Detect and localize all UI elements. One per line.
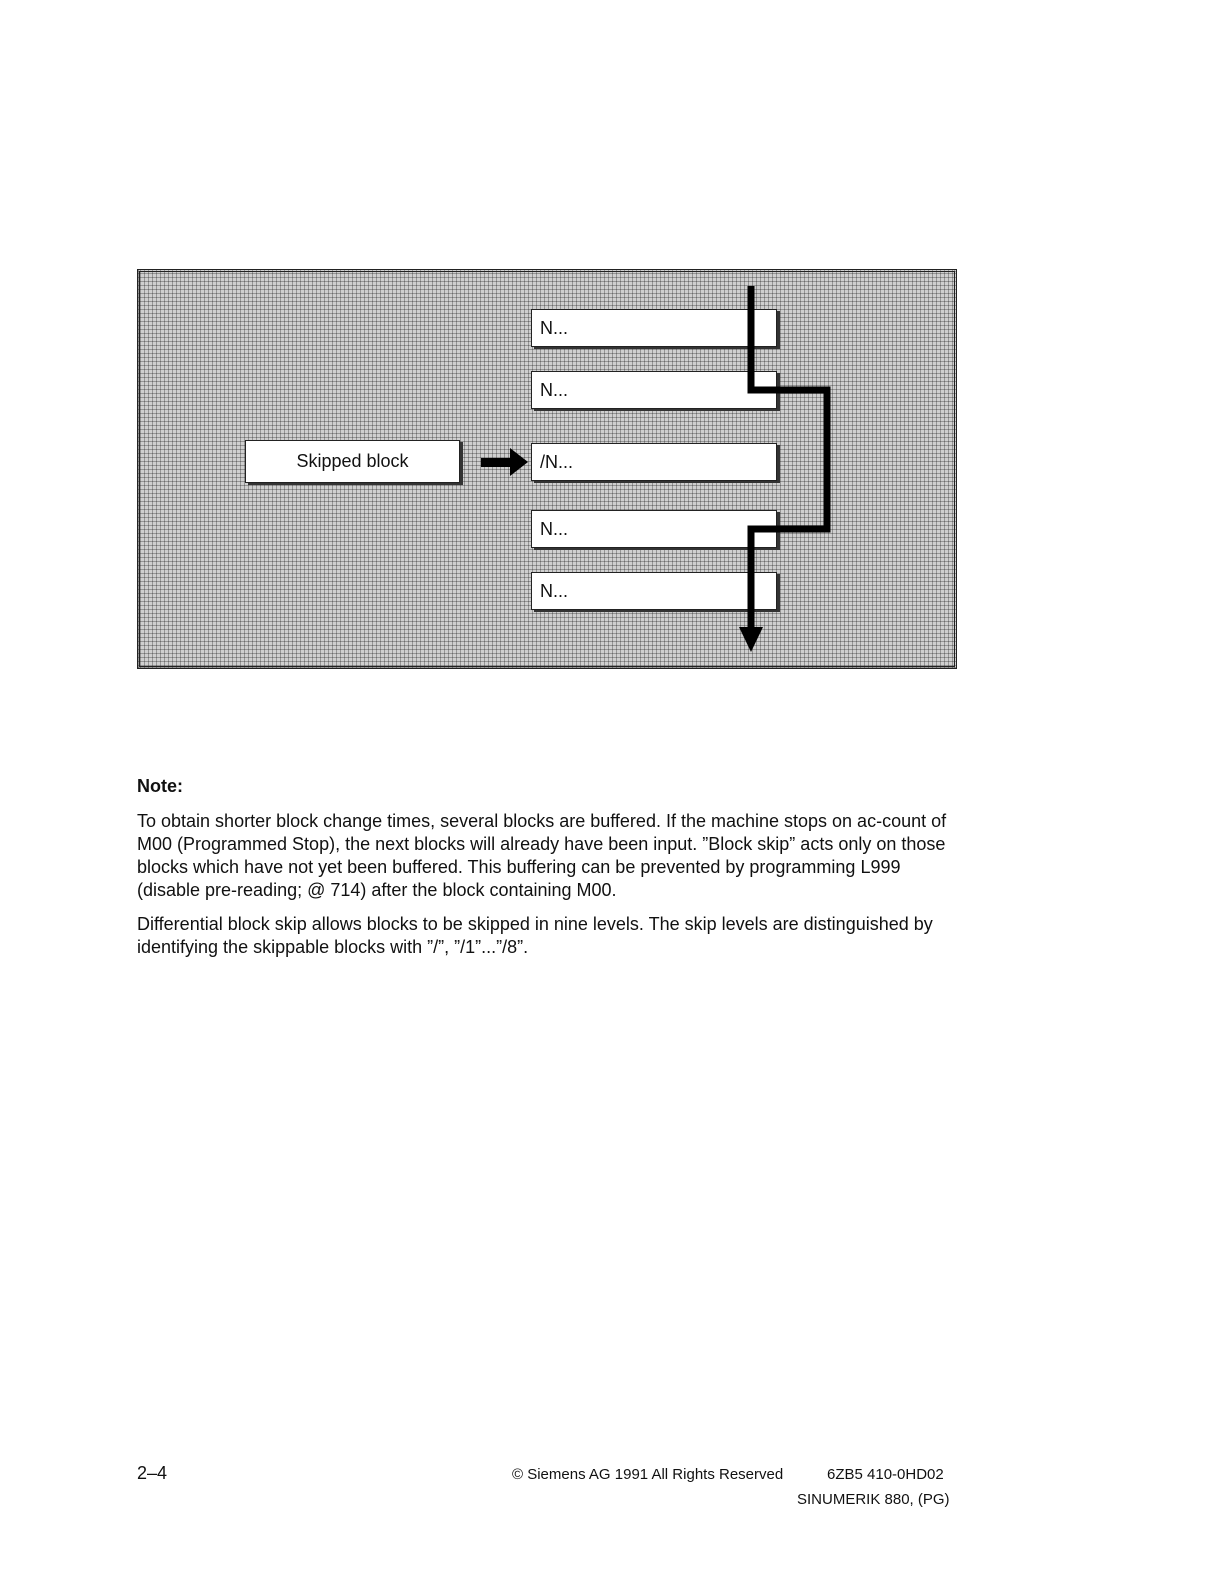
order-number: 6ZB5 410-0HD02 — [827, 1466, 944, 1483]
note-paragraph-1: To obtain shorter block change times, several blocks are buffered. If the machine stops on ac-count of M00 (Programmed Stop), the next blocks will already have been input. ”Block skip” acts only on those blocks which have not yet been buffered. This buffering can be prevented by programming L999 (disable pre-reading; @ 714) after the block containing M00. — [137, 811, 947, 900]
flow-path-arrow-icon — [739, 286, 827, 652]
program-block-2-text: N... — [540, 380, 569, 400]
note-title: Note: — [137, 776, 183, 796]
copyright: © Siemens AG 1991 All Rights Reserved — [512, 1466, 784, 1483]
program-block-5-text: N... — [540, 581, 569, 601]
program-block-1-text: N... — [540, 318, 569, 338]
pointer-arrow-icon — [481, 448, 528, 476]
product-name: SINUMERIK 880, (PG) — [797, 1491, 950, 1508]
note-paragraph-2: Differential block skip allows blocks to be skipped in nine levels. The skip levels are distinguished by identifying the skippable blocks with ”/”, ”/1”...”/8”. — [137, 914, 933, 957]
program-block-4-text: N... — [540, 519, 569, 539]
program-block-skipped-text: /N... — [540, 452, 574, 472]
skipped-block-text: Skipped block — [296, 451, 409, 471]
page-number: 2–4 — [137, 1463, 168, 1483]
